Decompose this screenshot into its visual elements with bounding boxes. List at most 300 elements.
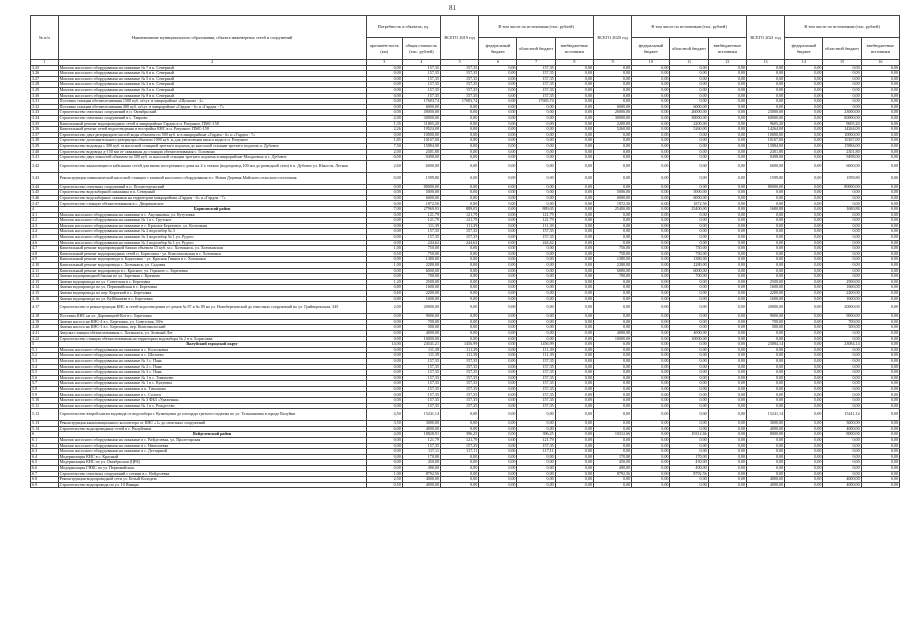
header-total-cost: общая стоимость (тыс. рублей) <box>402 38 440 60</box>
value-cell: 0,00 <box>861 240 899 246</box>
value-cell: 0,00 <box>632 240 670 246</box>
value-cell: 0,00 <box>708 347 746 353</box>
value-cell: 0,00 <box>366 65 402 71</box>
value-cell: 0,00 <box>632 296 670 302</box>
value-cell: 0,00 <box>479 449 517 455</box>
value-cell: 0,00 <box>823 76 861 82</box>
value-cell: 0,00 <box>708 477 746 483</box>
value-cell: 0,00 <box>861 460 899 466</box>
value-cell: 0,00 <box>593 160 631 172</box>
value-cell: 0,00 <box>632 235 670 241</box>
value-cell: 0,00 <box>708 229 746 235</box>
value-cell: 0,00 <box>785 319 823 325</box>
object-name: Монтаж насосного оборудования на скважине № 3 в п. Северный <box>58 87 366 93</box>
value-cell: 0,00 <box>708 381 746 387</box>
value-cell: 1872,56 <box>402 201 440 207</box>
value-cell: 0,00 <box>366 370 402 376</box>
value-cell: 0,00 <box>632 263 670 269</box>
value-cell: 0,00 <box>555 218 593 224</box>
value-cell: 111,39 <box>402 353 440 359</box>
value-cell: 0,00 <box>517 104 555 110</box>
value-cell: 0,00 <box>823 443 861 449</box>
value-cell: 0,00 <box>823 190 861 196</box>
value-cell: 0,00 <box>366 398 402 404</box>
value-cell: 0,00 <box>746 370 784 376</box>
value-cell: 0,00 <box>517 251 555 257</box>
value-cell: 157,35 <box>517 381 555 387</box>
value-cell: 0,00 <box>441 263 479 269</box>
value-cell: 0,00 <box>366 71 402 77</box>
value-cell: 0,00 <box>479 466 517 472</box>
value-cell: 0,00 <box>785 201 823 207</box>
value-cell: 0,00 <box>708 246 746 252</box>
value-cell: 0,00 <box>823 82 861 88</box>
value-cell: 0,00 <box>861 235 899 241</box>
value-cell: 0,00 <box>746 274 784 280</box>
value-cell: 0,00 <box>593 149 631 155</box>
value-cell: 0,00 <box>746 201 784 207</box>
value-cell: 0,00 <box>861 296 899 302</box>
value-cell: 0,00 <box>708 325 746 331</box>
row-number: 4.21 <box>31 330 59 336</box>
value-cell: 0,00 <box>632 353 670 359</box>
object-name: Монтаж насосного оборудования на скважине № 2 водозабор № 1 ул. Рудого <box>58 240 366 246</box>
value-cell: 1872,56 <box>670 201 708 207</box>
header-obl-2020: областной бюджет <box>670 38 708 60</box>
value-cell: 0,00 <box>479 403 517 409</box>
value-cell: 0,00 <box>593 375 631 381</box>
value-cell: 157,35 <box>517 87 555 93</box>
value-cell: 0,00 <box>785 443 823 449</box>
value-cell: 4000,00 <box>402 330 440 336</box>
value-cell: 0,00 <box>861 449 899 455</box>
value-cell: 490,00 <box>670 466 708 472</box>
value-cell: 0,00 <box>632 409 670 421</box>
value-cell: 23000,00 <box>823 110 861 116</box>
value-cell: 0,00 <box>861 218 899 224</box>
value-cell: 0,00 <box>555 212 593 218</box>
value-cell: 0,00 <box>517 263 555 269</box>
object-name: Строительство водовода с 500 куб. м насосной станцией третьего подъема до насосной станции третьего подъема п. Дубовое <box>58 143 366 149</box>
value-cell: 500,00 <box>746 325 784 331</box>
table-row <box>31 172 900 184</box>
value-cell: 0,00 <box>785 398 823 404</box>
value-cell: 0,00 <box>479 212 517 218</box>
value-cell: 0,00 <box>708 149 746 155</box>
value-cell: 0,00 <box>555 138 593 144</box>
value-cell: 0,00 <box>479 268 517 274</box>
value-cell: 157,35 <box>517 76 555 82</box>
value-cell: 0,00 <box>632 268 670 274</box>
value-cell: 0,00 <box>479 290 517 296</box>
value-cell: 0,00 <box>366 155 402 161</box>
value-cell: 0,00 <box>632 319 670 325</box>
value-cell: 0,00 <box>670 302 708 314</box>
row-number: 3.35 <box>31 121 59 127</box>
value-cell: 157,35 <box>441 358 479 364</box>
value-cell: 0,00 <box>785 257 823 263</box>
value-cell: 0,00 <box>785 438 823 444</box>
value-cell: 0,00 <box>632 392 670 398</box>
value-cell: 0,00 <box>746 466 784 472</box>
value-cell: 0,00 <box>479 370 517 376</box>
value-cell: 15241,14 <box>402 409 440 421</box>
value-cell: 0,00 <box>708 314 746 320</box>
value-cell: 0,00 <box>823 246 861 252</box>
value-cell: 0,00 <box>632 466 670 472</box>
value-cell: 0,00 <box>555 314 593 320</box>
value-cell: 0,00 <box>517 274 555 280</box>
value-cell: 0,00 <box>593 370 631 376</box>
value-cell: 0,00 <box>861 421 899 427</box>
row-number: 5.1 <box>31 347 59 353</box>
value-cell: 0,00 <box>708 251 746 257</box>
value-cell: 0,00 <box>555 381 593 387</box>
value-cell: 10312,66 <box>670 432 708 438</box>
value-cell: 157,35 <box>441 381 479 387</box>
value-cell: 157,35 <box>517 82 555 88</box>
value-cell: 0,00 <box>785 330 823 336</box>
value-cell: 0,00 <box>441 268 479 274</box>
value-cell: 0,00 <box>708 138 746 144</box>
value-cell: 500,00 <box>823 325 861 331</box>
value-cell: 0,00 <box>366 190 402 196</box>
value-cell: 0,00 <box>861 207 899 213</box>
value-cell: 0,00 <box>517 482 555 488</box>
value-cell: 0,00 <box>632 358 670 364</box>
value-cell: 0,00 <box>708 279 746 285</box>
value-cell: 0,00 <box>632 454 670 460</box>
value-cell: 157,35 <box>517 65 555 71</box>
value-cell: 4000,00 <box>593 330 631 336</box>
value-cell: 0,00 <box>785 454 823 460</box>
value-cell: 0,00 <box>366 268 402 274</box>
value-cell: 0,00 <box>593 76 631 82</box>
value-cell: 0,00 <box>823 201 861 207</box>
value-cell: 0,00 <box>479 302 517 314</box>
value-cell: 0,00 <box>746 104 784 110</box>
value-cell: 0,00 <box>785 143 823 149</box>
row-number: 4.2 <box>31 218 59 224</box>
value-cell: 157,35 <box>402 235 440 241</box>
value-cell: 0,00 <box>785 477 823 483</box>
value-cell: 0,00 <box>708 471 746 477</box>
value-cell: 0,00 <box>861 212 899 218</box>
value-cell: 157,35 <box>402 403 440 409</box>
value-cell: 0,00 <box>861 268 899 274</box>
value-cell: 0,00 <box>746 240 784 246</box>
value-cell: 80000,00 <box>823 184 861 190</box>
value-cell: 15884,00 <box>402 143 440 149</box>
value-cell: 30000,00 <box>402 115 440 121</box>
value-cell: 0,00 <box>593 71 631 77</box>
value-cell: 0,00 <box>593 319 631 325</box>
value-cell: 0,00 <box>785 353 823 359</box>
value-cell: 0,00 <box>366 132 402 138</box>
object-name: Строительство водозаборных скважин на территории микрорайона «Гарден - 6» и «Гарден - 7» <box>58 195 366 201</box>
value-cell: 0,00 <box>708 482 746 488</box>
value-cell: 0,00 <box>555 482 593 488</box>
value-cell: 750,00 <box>593 251 631 257</box>
value-cell: 2,00 <box>366 149 402 155</box>
value-cell: 2200,00 <box>402 290 440 296</box>
value-cell: 0,00 <box>555 358 593 364</box>
value-cell: 0,00 <box>670 172 708 184</box>
value-cell: 0,00 <box>441 184 479 190</box>
value-cell: 0,00 <box>555 403 593 409</box>
value-cell: 0,00 <box>517 184 555 190</box>
value-cell: 0,00 <box>785 290 823 296</box>
object-name: Замена насоса на КНС-1 в с. Березовка, пер. Комсомольский <box>58 325 366 331</box>
value-cell: 0,00 <box>708 460 746 466</box>
value-cell: 0,00 <box>632 121 670 127</box>
value-cell: 0,00 <box>593 65 631 71</box>
value-cell: 170,00 <box>593 454 631 460</box>
value-cell: 157,35 <box>402 82 440 88</box>
value-cell: 0,00 <box>366 443 402 449</box>
value-cell: 0,00 <box>593 482 631 488</box>
value-cell: 0,00 <box>479 274 517 280</box>
value-cell: 0,00 <box>670 240 708 246</box>
value-cell: 157,35 <box>441 398 479 404</box>
value-cell: 10000,00 <box>402 336 440 342</box>
value-cell: 157,35 <box>402 71 440 77</box>
value-cell: 0,00 <box>555 409 593 421</box>
value-cell: 7,50 <box>366 143 402 149</box>
value-cell: 0,00 <box>479 172 517 184</box>
value-cell: 0,00 <box>823 449 861 455</box>
value-cell: 0,00 <box>555 443 593 449</box>
value-cell: 6000,00 <box>402 268 440 274</box>
value-cell: 0,00 <box>441 296 479 302</box>
value-cell: 0,00 <box>861 314 899 320</box>
value-cell: 9000,00 <box>402 314 440 320</box>
value-cell: 121,79 <box>441 212 479 218</box>
value-cell: 0,00 <box>366 438 402 444</box>
row-number: 5.6 <box>31 375 59 381</box>
value-cell: 0,00 <box>479 347 517 353</box>
value-cell: 0,00 <box>632 302 670 314</box>
value-cell: 889,05 <box>517 207 555 213</box>
value-cell: 117,11 <box>402 449 440 455</box>
object-name: Замена водопровода по ул. Советская в с. Березовка <box>58 279 366 285</box>
value-cell: 0,00 <box>632 229 670 235</box>
value-cell: 0,00 <box>746 449 784 455</box>
value-cell: 0,00 <box>555 190 593 196</box>
header-fed-2020: федеральный бюджет <box>632 38 670 60</box>
value-cell: 0,00 <box>366 449 402 455</box>
value-cell: 0,00 <box>517 246 555 252</box>
value-cell: 3000,00 <box>746 421 784 427</box>
value-cell: 0,00 <box>746 454 784 460</box>
value-cell: 0,00 <box>555 336 593 342</box>
value-cell: 0,00 <box>785 127 823 133</box>
value-cell: 0,00 <box>785 285 823 291</box>
value-cell: 0,00 <box>366 235 402 241</box>
object-name: Капитальный ремонт водопроводных сетей в микрорайоне Гарден в п. Разумное, ПМС-158 <box>58 121 366 127</box>
value-cell: 450,00 <box>670 460 708 466</box>
value-cell: 0,00 <box>555 207 593 213</box>
value-cell: 700,00 <box>402 319 440 325</box>
header-sources-2020: В том числе по источникам (тыс. рублей) <box>632 16 747 38</box>
value-cell: 0,00 <box>366 93 402 99</box>
value-cell: 0,00 <box>670 99 708 105</box>
value-cell: 0,00 <box>479 398 517 404</box>
value-cell: 0,00 <box>479 240 517 246</box>
value-cell: 121,79 <box>441 438 479 444</box>
value-cell: 0,00 <box>555 449 593 455</box>
value-cell: 1680,88 <box>746 207 784 213</box>
value-cell: 157,35 <box>517 235 555 241</box>
object-name: Борисовский район <box>58 207 366 213</box>
value-cell: 9000,00 <box>823 314 861 320</box>
value-cell: 0,00 <box>670 71 708 77</box>
header-obl-2021: областной бюджет <box>823 38 861 60</box>
value-cell: 0,00 <box>555 364 593 370</box>
value-cell: 0,00 <box>785 172 823 184</box>
value-cell: 0,00 <box>479 127 517 133</box>
value-cell: 157,35 <box>402 364 440 370</box>
value-cell: 0,00 <box>593 449 631 455</box>
value-cell: 0,00 <box>555 268 593 274</box>
value-cell: 30000,00 <box>670 115 708 121</box>
value-cell: 0,00 <box>517 201 555 207</box>
value-cell: 0,00 <box>708 223 746 229</box>
value-cell: 0,00 <box>593 347 631 353</box>
object-name: Капитальный ремонт водопровода в с. Красное, ул. Горького с. Березовка <box>58 268 366 274</box>
value-cell: 0,00 <box>555 121 593 127</box>
value-cell: 0,00 <box>746 71 784 77</box>
value-cell: 0,00 <box>479 82 517 88</box>
value-cell: 0,00 <box>632 403 670 409</box>
value-cell: 0,00 <box>785 342 823 348</box>
value-cell: 0,00 <box>861 330 899 336</box>
value-cell: 0,00 <box>746 93 784 99</box>
value-cell: 4000,00 <box>823 477 861 483</box>
value-cell: 450,00 <box>402 460 440 466</box>
value-cell: 0,00 <box>555 290 593 296</box>
value-cell: 0,00 <box>861 477 899 483</box>
value-cell: 0,00 <box>746 268 784 274</box>
column-number-cell: 12 <box>708 60 746 66</box>
value-cell: 80000,00 <box>746 184 784 190</box>
value-cell: 7,00 <box>366 207 402 213</box>
value-cell: 0,00 <box>441 290 479 296</box>
value-cell: 0,00 <box>479 143 517 149</box>
row-number: 6.7 <box>31 471 59 477</box>
value-cell: 0,00 <box>746 251 784 257</box>
value-cell: 0,00 <box>670 398 708 404</box>
value-cell: 0,00 <box>861 432 899 438</box>
value-cell: 0,00 <box>632 155 670 161</box>
value-cell: 0,00 <box>441 426 479 432</box>
object-name: Модернизация ГНКС по ул. Первомайская <box>58 466 366 472</box>
value-cell: 17683,74 <box>517 99 555 105</box>
value-cell: 49000,00 <box>402 110 440 116</box>
value-cell: 9000,00 <box>746 314 784 320</box>
value-cell: 121,79 <box>517 438 555 444</box>
value-cell: 0,00 <box>708 370 746 376</box>
value-cell: 0,00 <box>785 268 823 274</box>
value-cell: 0,00 <box>632 438 670 444</box>
value-cell: 0,00 <box>823 257 861 263</box>
header-ext-2019: внебюджетные источники <box>555 38 593 60</box>
value-cell: 0,00 <box>861 471 899 477</box>
header-length: протяжён-ность (км) <box>366 38 402 60</box>
value-cell: 0,00 <box>670 347 708 353</box>
value-cell: 157,35 <box>517 93 555 99</box>
value-cell: 0,00 <box>479 201 517 207</box>
value-cell: 157,35 <box>517 364 555 370</box>
value-cell: 0,00 <box>441 143 479 149</box>
value-cell: 0,00 <box>632 138 670 144</box>
value-cell: 0,00 <box>746 223 784 229</box>
value-cell: 0,00 <box>593 218 631 224</box>
value-cell: 0,00 <box>861 336 899 342</box>
value-cell: 0,00 <box>823 347 861 353</box>
value-cell: 0,00 <box>479 257 517 263</box>
value-cell: 0,00 <box>861 93 899 99</box>
value-cell: 0,00 <box>823 104 861 110</box>
value-cell: 0,00 <box>517 314 555 320</box>
value-cell: 9605,20 <box>746 121 784 127</box>
value-cell: 0,00 <box>861 110 899 116</box>
value-cell: 0,00 <box>632 386 670 392</box>
value-cell: 0,00 <box>593 421 631 427</box>
value-cell: 0,00 <box>555 319 593 325</box>
value-cell: 111,39 <box>441 353 479 359</box>
value-cell: 0,00 <box>708 319 746 325</box>
value-cell: 0,00 <box>785 364 823 370</box>
value-cell: 1600,00 <box>402 285 440 291</box>
value-cell: 0,00 <box>555 466 593 472</box>
object-name: Закупка станции обезжелезивания с. Хотмыжск, ул. Зеленый Лог <box>58 330 366 336</box>
value-cell: 0,00 <box>746 403 784 409</box>
value-cell: 0,00 <box>861 466 899 472</box>
row-number: 5.5 <box>31 370 59 376</box>
row-number: 4.6 <box>31 240 59 246</box>
value-cell: 0,00 <box>785 121 823 127</box>
value-cell: 0,00 <box>746 336 784 342</box>
value-cell: 1599,80 <box>402 172 440 184</box>
value-cell: 0,00 <box>746 212 784 218</box>
object-name: Монтаж насосного оборудования на скважине № 3 водозабор № 1 ул. Рудого <box>58 235 366 241</box>
value-cell: 0,00 <box>785 358 823 364</box>
value-cell: 9498,00 <box>746 155 784 161</box>
value-cell: 4000,00 <box>402 477 440 483</box>
value-cell: 0,00 <box>479 76 517 82</box>
row-number: 5.12 <box>31 409 59 421</box>
value-cell: 0,00 <box>517 336 555 342</box>
value-cell: 0,00 <box>479 353 517 359</box>
value-cell: 111,39 <box>402 223 440 229</box>
object-name: Монтаж насосного оборудования на скважине в п. Тимоново <box>58 386 366 392</box>
table-row <box>31 302 900 314</box>
value-cell: 0,00 <box>441 195 479 201</box>
value-cell: 0,00 <box>366 223 402 229</box>
value-cell: 0,00 <box>746 229 784 235</box>
value-cell: 1,20 <box>366 279 402 285</box>
value-cell: 0,00 <box>366 364 402 370</box>
value-cell: 0,00 <box>555 229 593 235</box>
value-cell: 0,00 <box>479 330 517 336</box>
value-cell: 0,00 <box>861 290 899 296</box>
value-cell: 0,00 <box>632 477 670 483</box>
value-cell: 0,00 <box>785 381 823 387</box>
row-number: 3.46 <box>31 195 59 201</box>
object-name: Замена водопровода по ул. Куйбышева в с. Березовка <box>58 296 366 302</box>
value-cell: 0,00 <box>785 212 823 218</box>
